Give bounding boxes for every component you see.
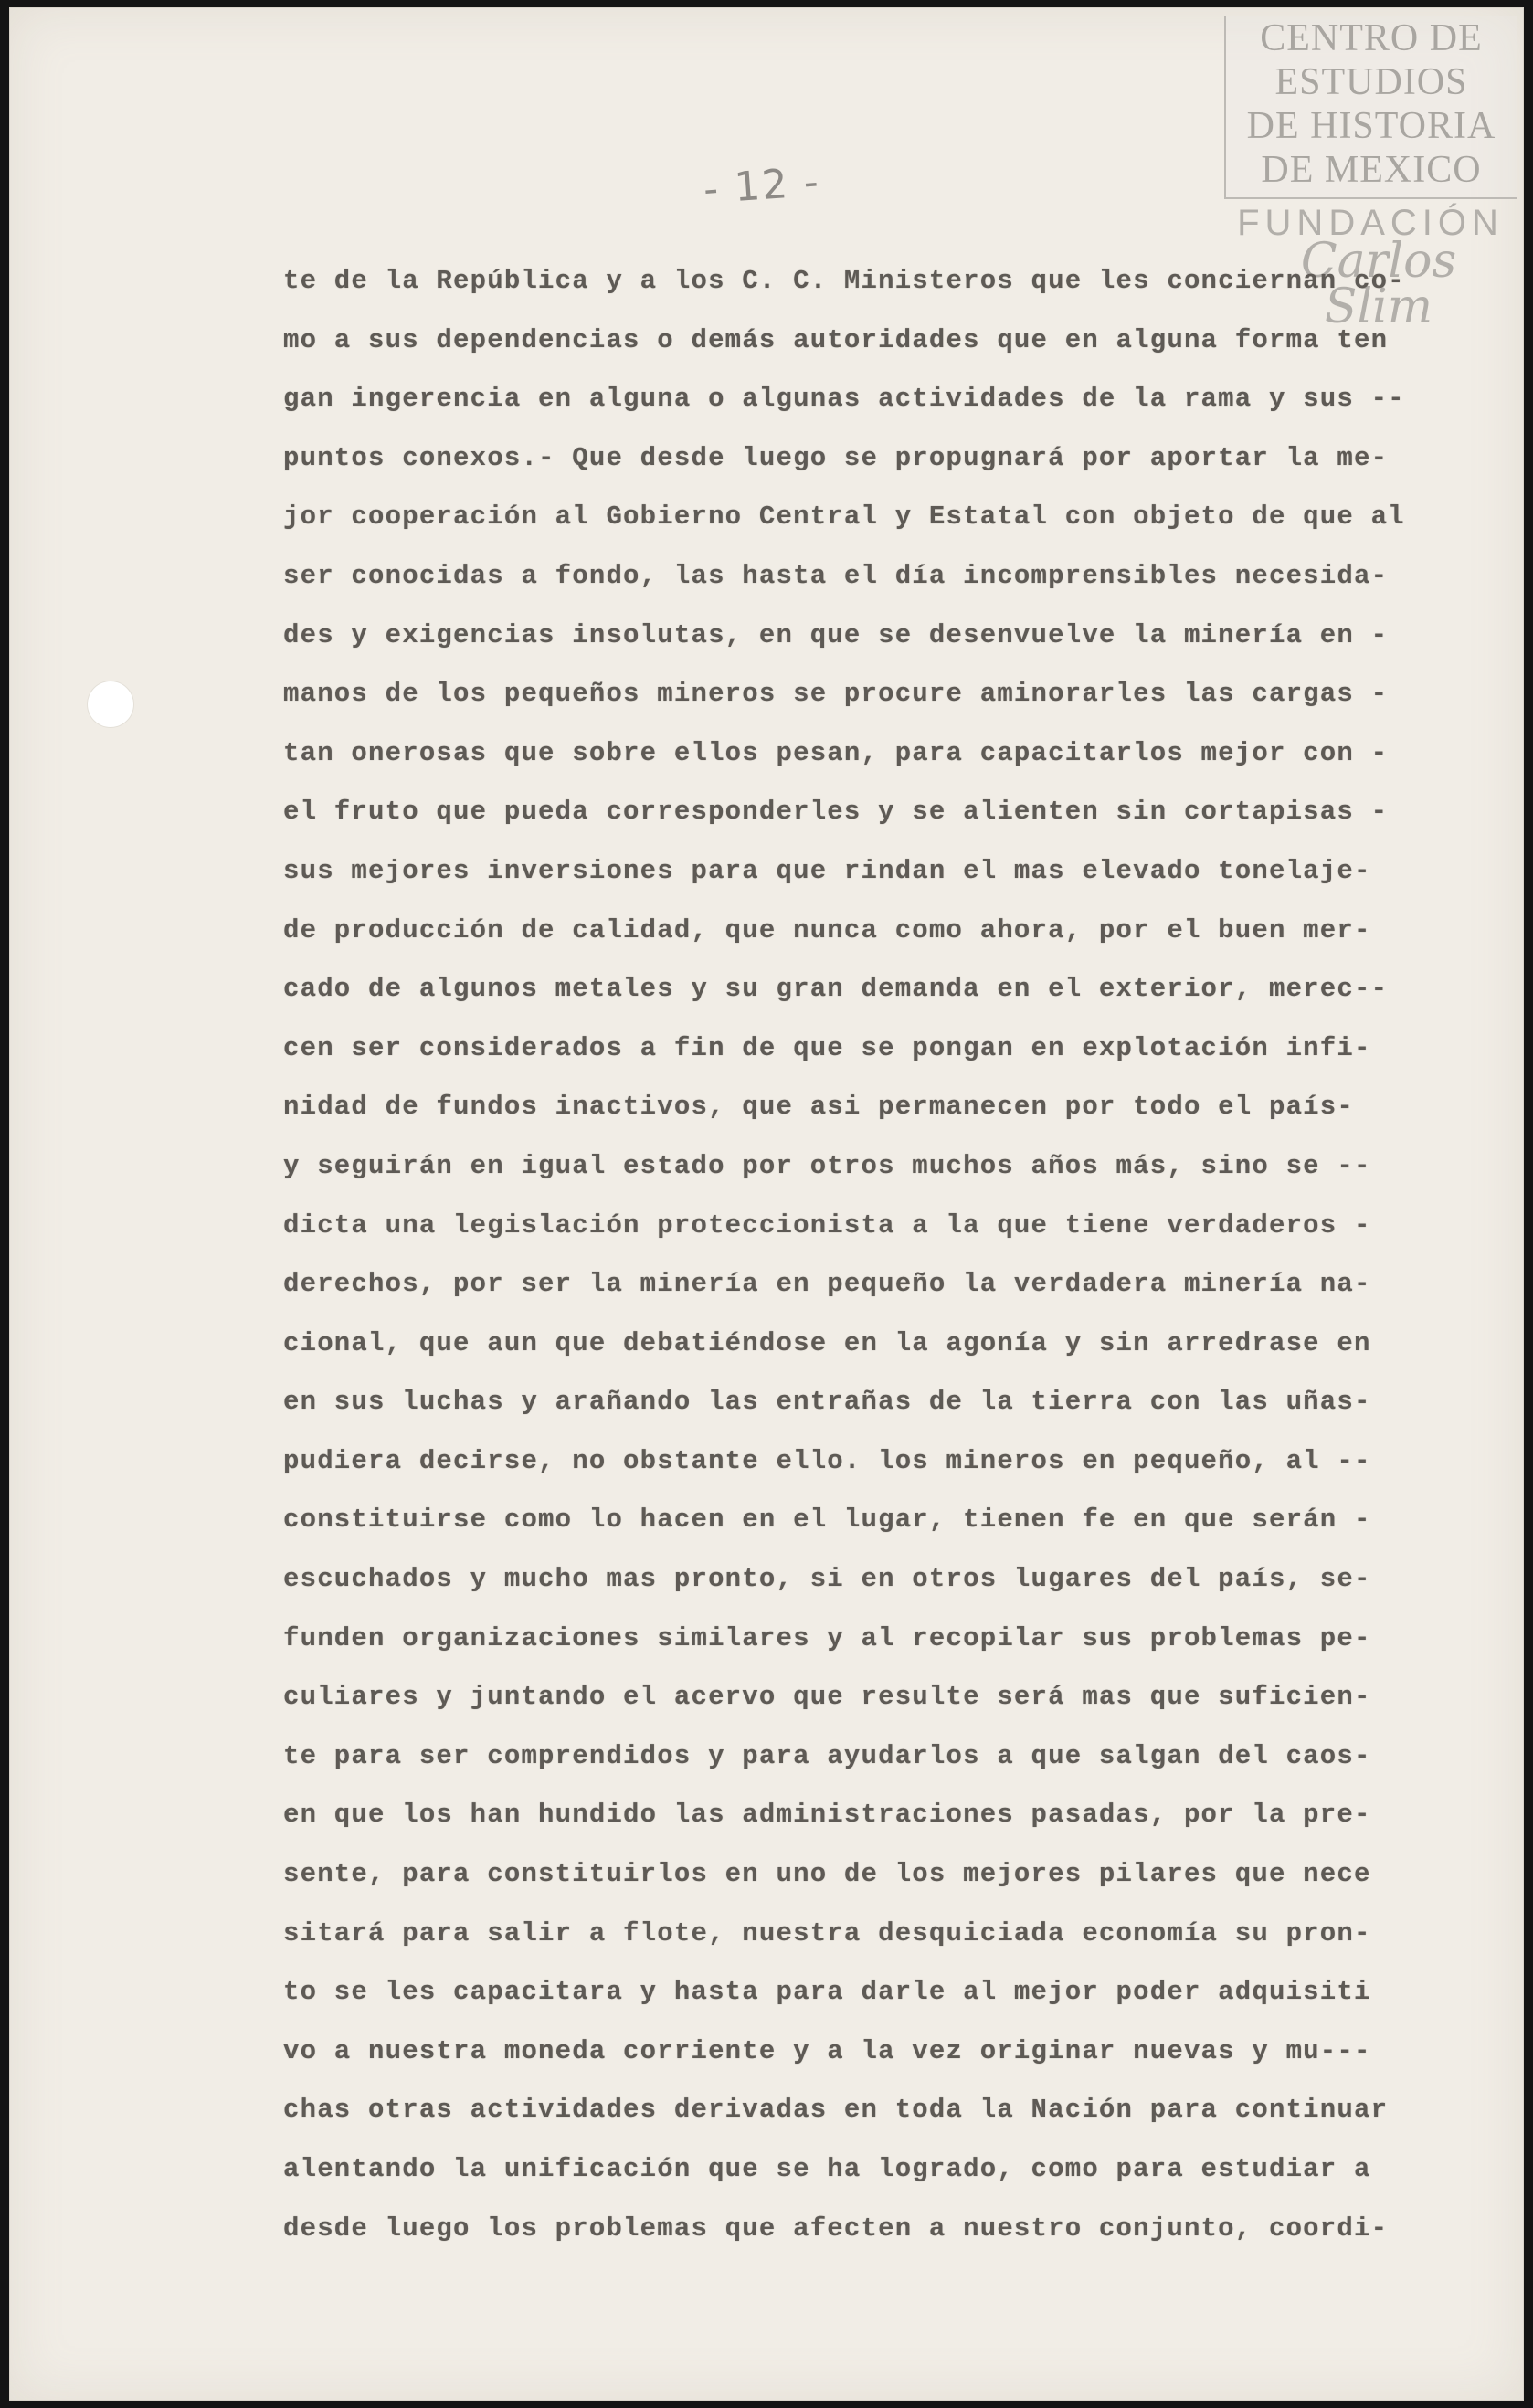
watermark-signature: Carlos Slim <box>1300 234 1457 334</box>
text-line: des y exigencias insolutas, en que se desenvuelve la minería en - <box>283 619 1389 650</box>
text-line: y seguirán en igual estado por otros muchos años más, sino se -- <box>283 1150 1371 1181</box>
text-line: to se les capacitara y hasta para darle al mejor poder adquisiti <box>283 1977 1371 2008</box>
text-line: manos de los pequeños mineros se procure aminorarles las cargas - <box>283 679 1389 710</box>
text-line: puntos conexos.- Que desde luego se propugnará por aportar la me- <box>283 442 1389 473</box>
archive-watermark <box>1224 16 1517 334</box>
text-line: derechos, por ser la minería en pequeño la verdadera minería na- <box>283 1269 1371 1300</box>
watermark-line-3: DE HISTORIA <box>1246 105 1496 147</box>
text-line: en que los han hundido las administraciones pasadas, por la pre- <box>283 1800 1371 1831</box>
text-line: te de la República y a los C. C. Ministeros que les conciernan co- <box>283 266 1405 296</box>
text-line: cado de algunos metales y su gran demanda en el exterior, merec-- <box>283 974 1389 1005</box>
text-line: sitará para salir a flote, nuestra desquiciada economía su pron- <box>283 1917 1371 1949</box>
text-line: chas otras actividades derivadas en toda la Nación para continuar <box>283 2095 1389 2126</box>
page-number: - 12 - <box>702 158 822 214</box>
text-line: sus mejores inversiones para que rindan el mas elevado tonelaje- <box>283 855 1371 886</box>
text-line: jor cooperación al Gobierno Central y Estatal con objeto de que al <box>283 502 1405 533</box>
text-line: cen ser considerados a fin de que se pongan en explotación infi- <box>283 1032 1371 1063</box>
text-line: sente, para constituirlos en uno de los mejores pilares que nece <box>283 1859 1371 1890</box>
text-line: el fruto que pueda corresponderles y se alienten sin cortapisas - <box>283 797 1389 828</box>
watermark-box <box>1224 16 1517 199</box>
text-line: pudiera decirse, no obstante ello. los mineros en pequeño, al -- <box>283 1445 1371 1476</box>
watermark-foundation: FUNDACIÓN <box>1237 203 1504 243</box>
text-line: en sus luchas y arañando las entrañas de la tierra con las uñas- <box>283 1387 1371 1418</box>
text-line: nidad de fundos inactivos, que asi permanecen por todo el país- <box>283 1092 1354 1123</box>
watermark-line-4: DE MEXICO <box>1261 149 1482 191</box>
text-line: alentando la unificación que se ha logrado, como para estudiar a <box>283 2154 1371 2184</box>
text-line: cional, que aun que debatiéndose en la agonía y sin arredrase en <box>283 1327 1371 1358</box>
text-line: constituirse como lo hacen en el lugar, tienen fe en que serán - <box>283 1505 1371 1536</box>
text-line: culiares y juntando el acervo que resulte será mas que suficien- <box>283 1682 1371 1713</box>
text-line: mo a sus dependencias o demás autoridades que en alguna forma ten <box>283 324 1389 355</box>
text-line: funden organizaciones similares y al recopilar sus problemas pe- <box>283 1622 1371 1653</box>
text-line: vo a nuestra moneda corriente y a la vez originar nuevas y mu--- <box>283 2035 1371 2066</box>
document-page <box>9 7 1524 2401</box>
text-line: de producción de calidad, que nunca como ahora, por el buen mer- <box>283 914 1371 945</box>
text-line: dicta una legislación proteccionista a la que tiene verdaderos - <box>283 1209 1371 1241</box>
watermark-line-2: ESTUDIOS <box>1274 61 1468 103</box>
text-line: gan ingerencia en alguna o algunas actividades de la rama y sus -- <box>283 384 1405 415</box>
watermark-line-1: CENTRO DE <box>1260 17 1483 59</box>
punch-hole <box>88 681 133 727</box>
text-line: te para ser comprendidos y para ayudarlos a que salgan del caos- <box>283 1740 1371 1771</box>
document-text <box>283 252 1462 2258</box>
text-line: ser conocidas a fondo, las hasta el día incomprensibles necesida- <box>283 560 1389 591</box>
text-line: escuchados y mucho mas pronto, si en otros lugares del país, se- <box>283 1564 1371 1595</box>
text-line: desde luego los problemas que afecten a nuestro conjunto, coordi- <box>283 2213 1389 2244</box>
text-line: tan onerosas que sobre ellos pesan, para capacitarlos mejor con - <box>283 737 1389 768</box>
